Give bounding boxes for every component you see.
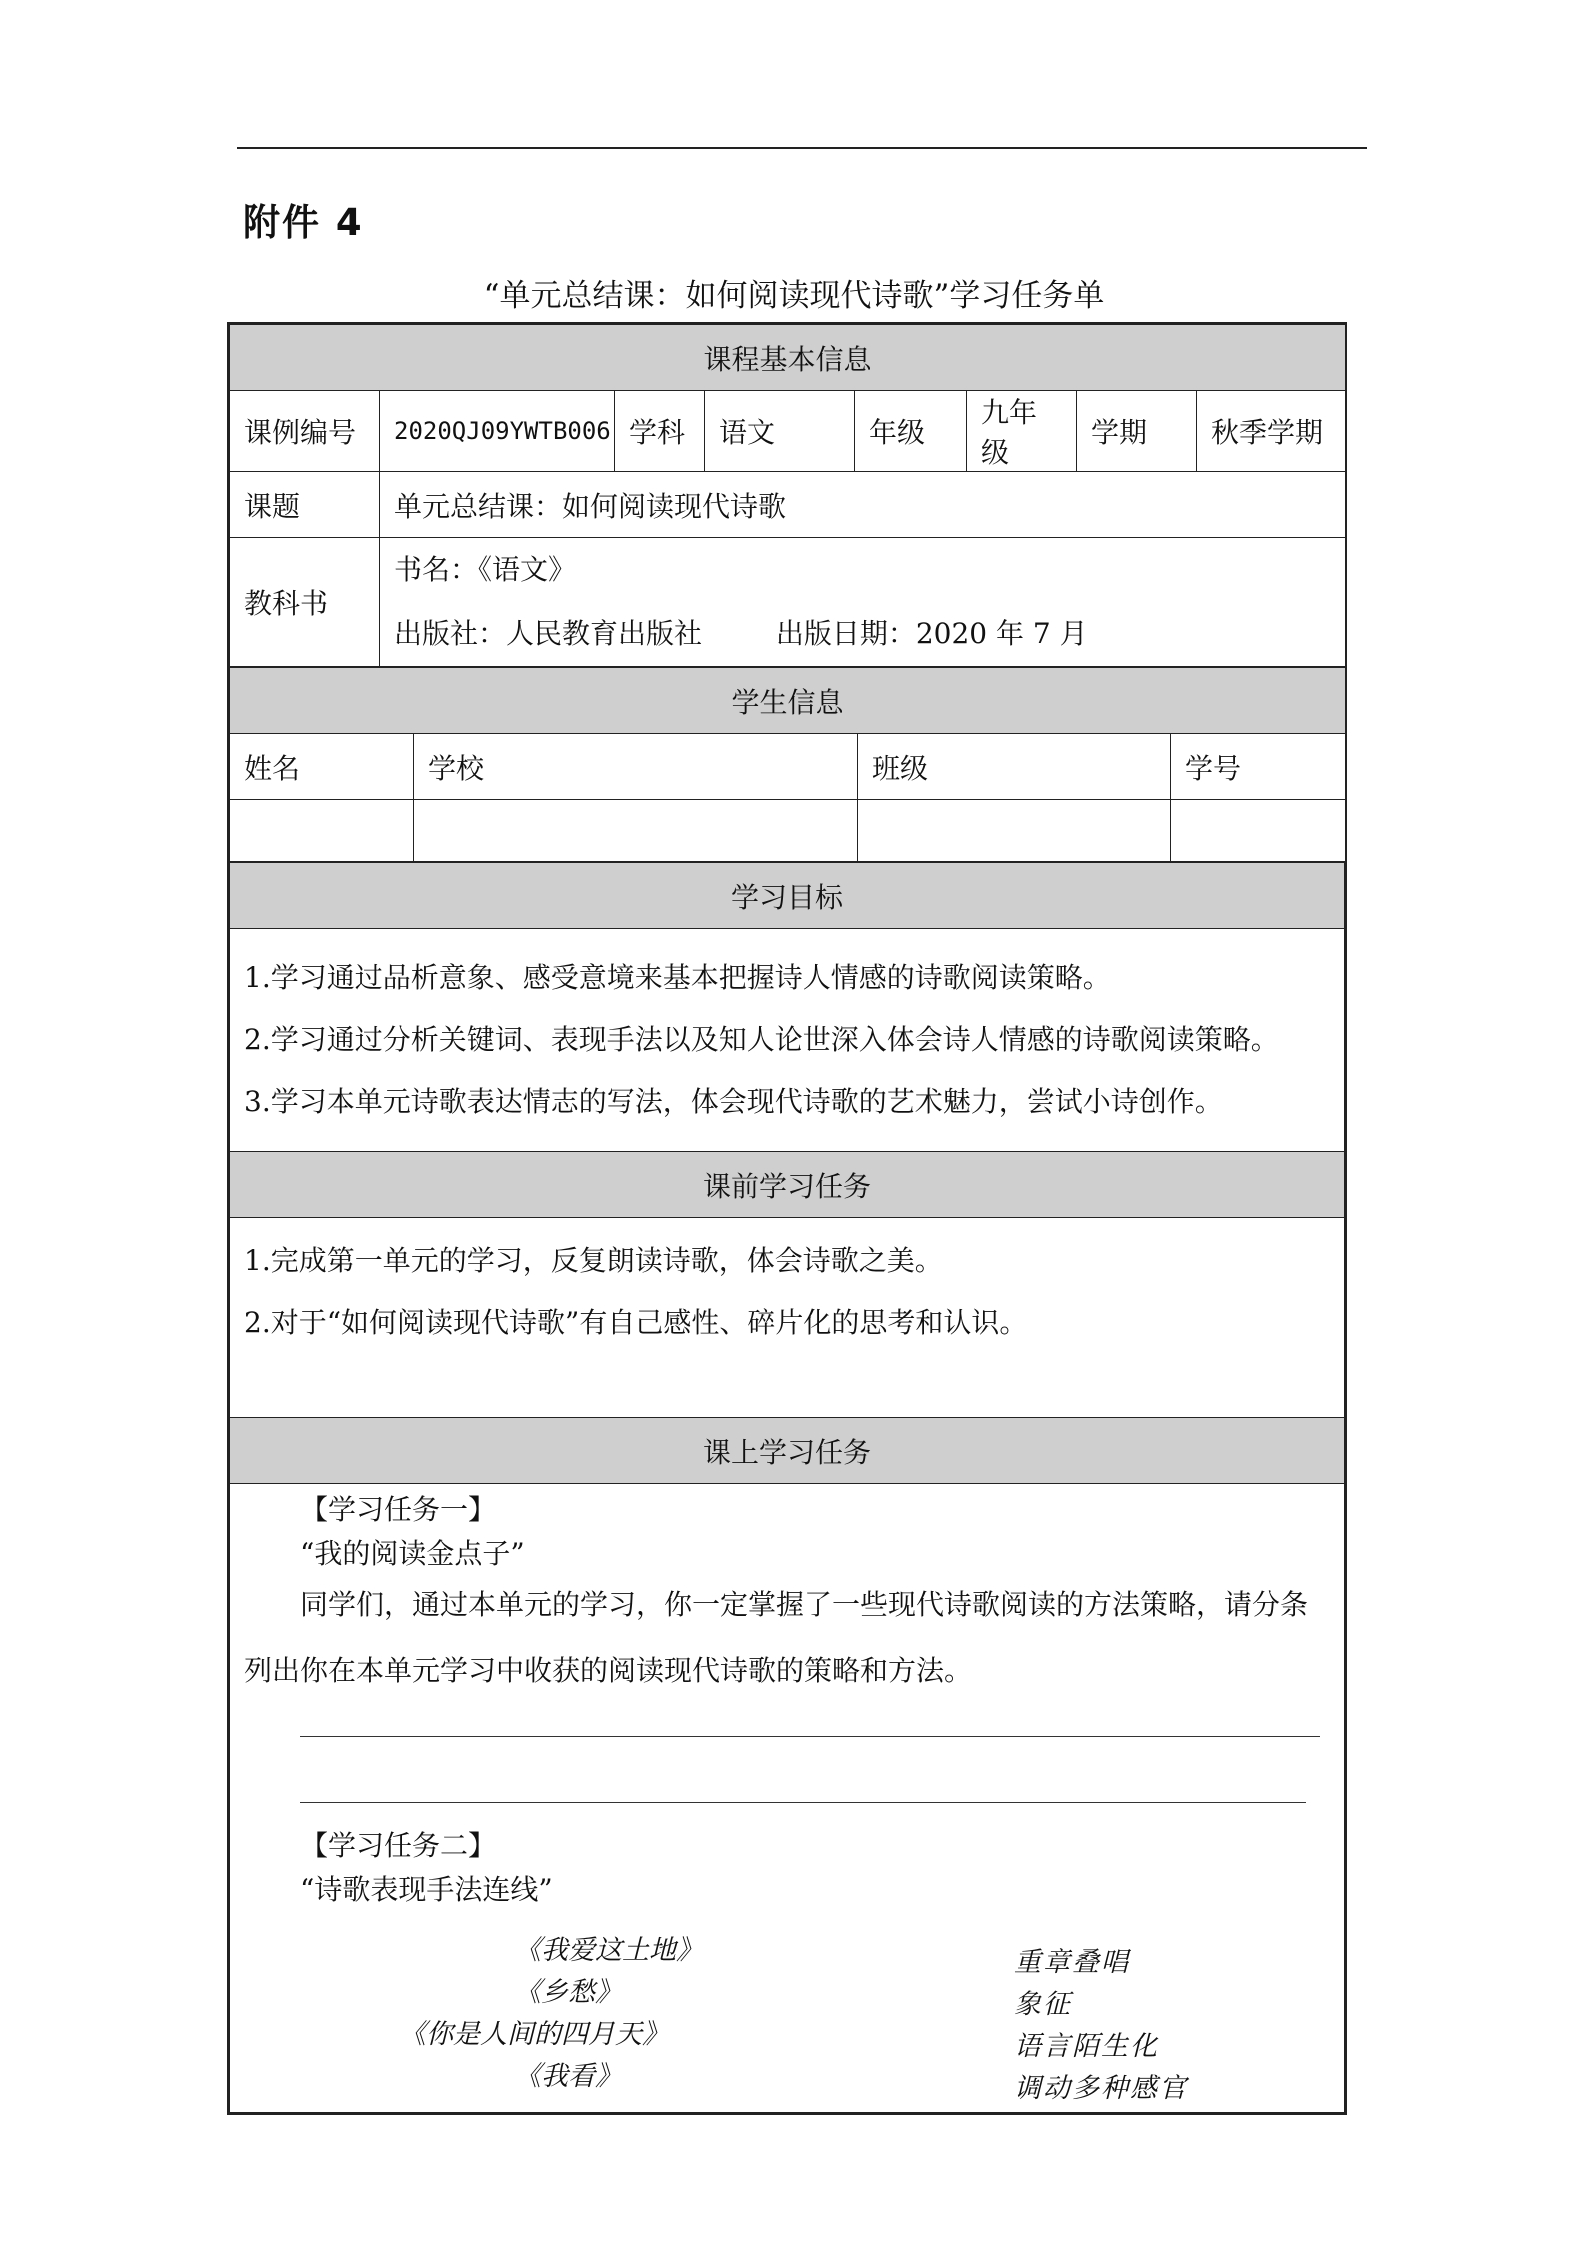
pre-tasks-header: 课前学习任务	[230, 1152, 1345, 1218]
technique-item[interactable]: 调动多种感官	[1014, 2073, 1188, 2104]
poem-title[interactable]: 《你是人间的四月天》	[399, 2019, 669, 2050]
textbook-label: 教科书	[230, 538, 380, 667]
topic-label: 课题	[230, 472, 380, 538]
pub-date: 出版日期：2020 年 7 月	[775, 617, 1088, 650]
book-name: 书名：《语文》	[394, 553, 577, 586]
header-rule	[237, 147, 1367, 149]
objective-item: 3.学习本单元诗歌表达情志的写法，体会现代诗歌的艺术魅力，尝试小诗创作。	[244, 1085, 1223, 1118]
name-label: 姓名	[230, 734, 414, 800]
name-field[interactable]	[230, 800, 414, 862]
term-value: 秋季学期	[1197, 391, 1346, 472]
publisher-line	[394, 602, 1331, 666]
answer-line-2[interactable]	[300, 1802, 1306, 1803]
task1-description: 同学们，通过本单元的学习，你一定掌握了一些现代诗歌阅读的方法策略，请分条列出你在本单元学习中收获的阅读现代诗歌的策略和方法。	[244, 1588, 1309, 1687]
class-field[interactable]	[858, 800, 1171, 862]
task2-title: 【学习任务二】	[300, 1829, 497, 1862]
student-info-header: 学生信息	[230, 668, 1346, 734]
task1-name: “我的阅读金点子”	[300, 1537, 525, 1570]
pre-tasks-list	[230, 1218, 1345, 1418]
answer-line-1[interactable]	[300, 1736, 1320, 1737]
term-label: 学期	[1077, 391, 1197, 472]
objective-item: 2.学习通过分析关键词、表现手法以及知人论世深入体会诗人情感的诗歌阅读策略。	[244, 1023, 1279, 1056]
objectives-list	[230, 929, 1345, 1152]
student-id-field[interactable]	[1171, 800, 1346, 862]
grade-value: 九年级	[967, 391, 1077, 472]
student-id-label: 学号	[1171, 734, 1346, 800]
grade-label: 年级	[855, 391, 967, 472]
course-info-header: 课程基本信息	[230, 325, 1346, 391]
subject-value: 语文	[705, 391, 855, 472]
publisher: 出版社：人民教育出版社	[394, 617, 703, 650]
poem-title[interactable]: 《乡愁》	[514, 1977, 622, 2008]
subject-label: 学科	[615, 391, 705, 472]
in-class-header: 课上学习任务	[230, 1418, 1345, 1484]
class-label: 班级	[858, 734, 1171, 800]
technique-item[interactable]: 重章叠唱	[1014, 1947, 1130, 1978]
case-no-value: 2020QJ09YWTB006	[380, 391, 615, 472]
task-sheet-table	[227, 322, 1347, 2115]
case-no-label: 课例编号	[230, 391, 380, 472]
document-title: “单元总结课：如何阅读现代诗歌”学习任务单	[483, 278, 1105, 314]
poem-title[interactable]: 《我爱这土地》	[514, 1935, 703, 1966]
in-class-tasks	[230, 1484, 1345, 2113]
topic-value: 单元总结课：如何阅读现代诗歌	[380, 472, 1346, 538]
school-field[interactable]	[414, 800, 858, 862]
school-label: 学校	[414, 734, 858, 800]
task1-title: 【学习任务一】	[300, 1493, 497, 1526]
objectives-header: 学习目标	[230, 863, 1345, 929]
pre-task-item: 1.完成第一单元的学习，反复朗读诗歌，体会诗歌之美。	[244, 1244, 943, 1277]
technique-item[interactable]: 象征	[1014, 1989, 1072, 2020]
task2-name: “诗歌表现手法连线”	[300, 1873, 553, 1906]
pre-task-item: 2.对于“如何阅读现代诗歌”有自己感性、碎片化的思考和认识。	[244, 1306, 1028, 1339]
poem-title[interactable]: 《我看》	[514, 2061, 622, 2092]
objective-item: 1.学习通过品析意象、感受意境来基本把握诗人情感的诗歌阅读策略。	[244, 961, 1111, 994]
technique-item[interactable]: 语言陌生化	[1014, 2031, 1159, 2062]
textbook-details	[380, 538, 1346, 667]
attachment-label: 附件 4	[243, 201, 364, 244]
